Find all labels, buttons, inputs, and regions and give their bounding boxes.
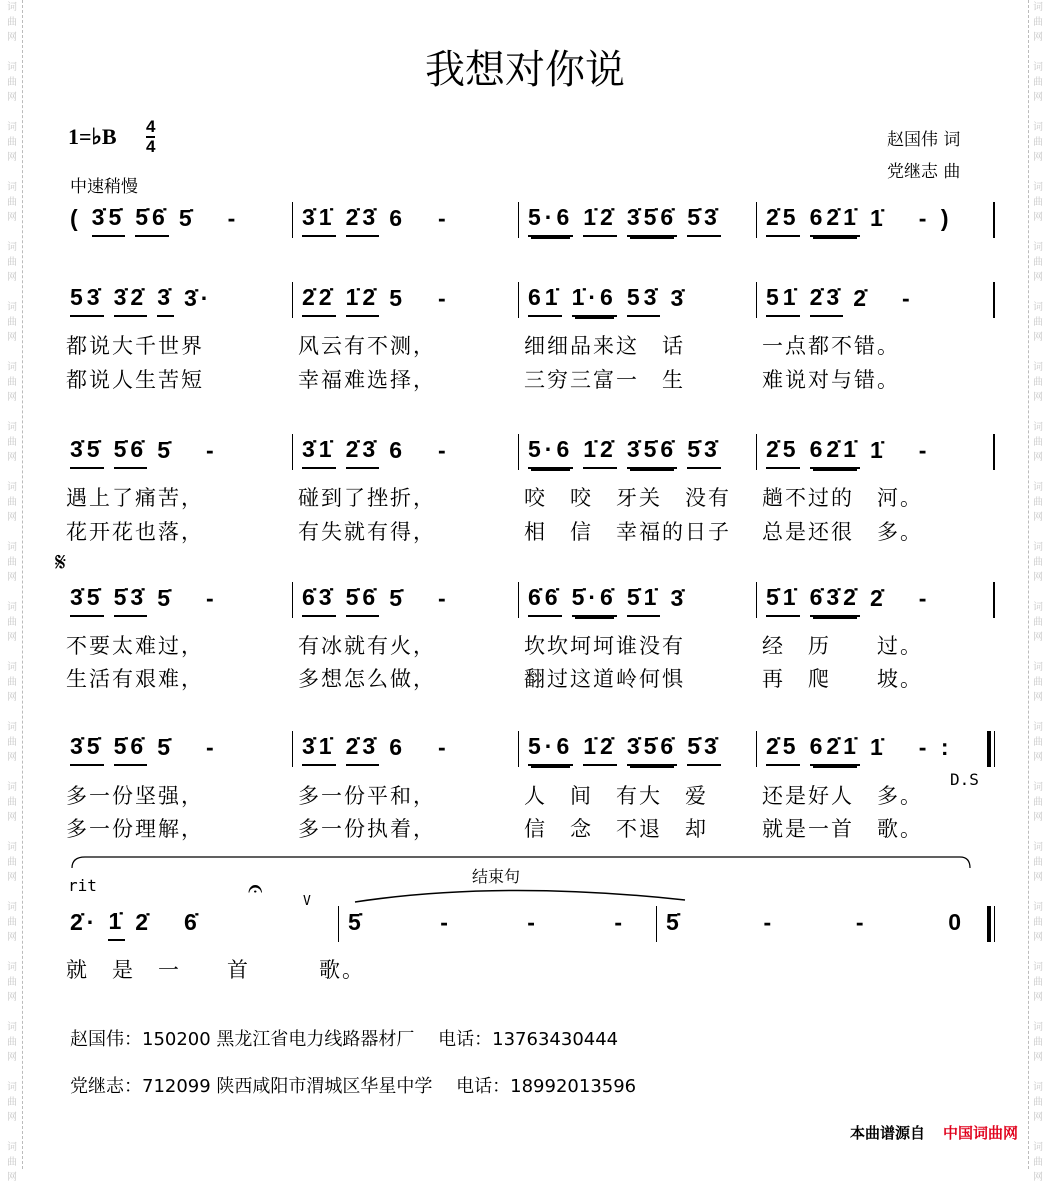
watermark-char: 词: [1033, 2, 1043, 13]
watermark-char: 词: [7, 722, 17, 733]
note-group: 2̇3̇: [346, 436, 380, 469]
note-group: 6̇3̇2̇: [810, 584, 860, 617]
note-group: 3̇5̇: [70, 584, 104, 617]
watermark-char: 词: [7, 782, 17, 793]
composer-credit: 党继志 曲: [887, 162, 961, 182]
lyric-segment: 信 念 不退 却: [524, 817, 708, 841]
note-group: -: [437, 204, 450, 231]
meter-bottom: 4: [146, 137, 156, 156]
note-group: -: [437, 584, 450, 611]
watermark-char: 网: [7, 872, 17, 883]
watermark-char: 词: [1033, 302, 1043, 313]
watermark-char: 曲: [1033, 497, 1043, 508]
watermark-char: 曲: [1033, 797, 1043, 808]
lyric-segment: 多一份坚强，: [66, 784, 204, 808]
watermark-char: 曲: [1033, 557, 1043, 568]
note-group: 3̇2̇: [114, 284, 148, 317]
fermata: 𝄐: [248, 874, 263, 904]
ds-marking: D.S: [950, 770, 979, 789]
note-group: 1̇2̇: [346, 284, 380, 317]
note-group: 6: [389, 204, 406, 231]
note-group: -: [437, 733, 450, 760]
lyric-segment: 趟不过的 河。: [762, 486, 923, 510]
lyric-segment: 花开花也落，: [66, 520, 204, 544]
watermark-char: 词: [7, 602, 17, 613]
watermark-char: 词: [1033, 422, 1043, 433]
note-group: 0: [948, 908, 965, 935]
note-group: 6̇6̇: [528, 584, 562, 617]
watermark-char: 网: [1033, 212, 1043, 223]
watermark-char: 曲: [1033, 1157, 1043, 1168]
note-group: 5̇: [348, 908, 365, 935]
tie-slur: [355, 890, 685, 902]
lyric-segment: 不要太难过，: [66, 634, 204, 658]
note-group: 3̇: [670, 284, 688, 311]
watermark-char: 词: [7, 242, 17, 253]
note-group: 2̇: [135, 908, 153, 935]
note-group: 1̇: [869, 204, 887, 231]
watermark-char: 网: [1033, 1172, 1043, 1183]
note-group: 5̇: [389, 584, 406, 611]
watermark-char: 词: [7, 902, 17, 913]
watermark-char: 网: [7, 452, 17, 463]
watermark-char: 网: [1033, 332, 1043, 343]
watermark-char: 网: [1033, 152, 1043, 163]
lyric-segment: 咬 咬 牙关 没有: [524, 486, 731, 510]
footer-line-lyricist: 赵国伟：150200 黑龙江省电力线路器材厂 电话：13763430444: [70, 1029, 619, 1050]
note-group: 3̇5̇6̇: [627, 204, 677, 237]
note-group: -: [527, 908, 539, 935]
note-group: 2̇5: [766, 436, 800, 469]
watermark-char: 词: [7, 662, 17, 673]
watermark-char: 网: [1033, 692, 1043, 703]
watermark-char: 词: [7, 302, 17, 313]
source-credit: [850, 1122, 1018, 1143]
watermark-char: 词: [1033, 1022, 1043, 1033]
breath-mark: V: [303, 894, 311, 909]
note-group: 5̇3̇: [114, 584, 148, 617]
note-group: 2̇: [853, 284, 870, 311]
note-group: -: [437, 436, 450, 463]
note-group: 2̇3̇: [346, 204, 380, 237]
watermark-char: 词: [1033, 482, 1043, 493]
source-site-link[interactable]: 中国词曲网: [942, 1124, 1018, 1142]
watermark-char: 曲: [1033, 437, 1043, 448]
lyric-segment: 经 历 过。: [762, 634, 923, 658]
watermark-char: 曲: [7, 317, 17, 328]
note-group: -: [205, 436, 218, 463]
watermark-char: 网: [7, 572, 17, 583]
note-group: 51̇: [766, 284, 800, 317]
watermark-char: 词: [7, 962, 17, 973]
watermark-char: 网: [7, 992, 17, 1003]
watermark-char: 曲: [7, 1037, 17, 1048]
song-title: 我想对你说: [425, 47, 625, 93]
note-group: -: [227, 204, 240, 231]
lyric-segment: 就是一首 歌。: [762, 817, 923, 841]
note-group: -: [855, 908, 868, 935]
lyricist-credit: 赵国伟 词: [887, 130, 961, 150]
watermark-char: 词: [1033, 362, 1043, 373]
watermark-char: 网: [7, 632, 17, 643]
note-group: 2̇3̇: [346, 733, 380, 766]
note-group: 1̇: [108, 908, 125, 941]
watermark-char: 网: [1033, 932, 1043, 943]
note-group: 1̇2̇: [583, 204, 617, 237]
lyric-segment: 坎坎坷坷谁没有: [524, 634, 685, 658]
watermark-char: 网: [7, 392, 17, 403]
lyric-segment: 再 爬 坡。: [762, 667, 923, 691]
note-group: 1̇2̇: [583, 733, 617, 766]
lyric-segment: 风云有不测，: [298, 334, 436, 358]
watermark-char: 网: [1033, 512, 1043, 523]
tempo-marking: 中速稍慢: [70, 177, 138, 197]
watermark-char: 曲: [1033, 77, 1043, 88]
watermark-char: 网: [1033, 392, 1043, 403]
lyric-segment: 多一份平和，: [298, 784, 436, 808]
note-group: -: [440, 908, 452, 935]
watermark-char: 网: [7, 932, 17, 943]
note-group: 1̇: [869, 436, 887, 463]
watermark-char: 网: [1033, 452, 1043, 463]
note-group: - :: [918, 733, 953, 760]
note-group: -: [437, 284, 450, 311]
note-group: 5̇: [157, 584, 174, 611]
watermark-char: 词: [1033, 602, 1043, 613]
note-group: -: [918, 436, 931, 463]
watermark-char: 曲: [1033, 617, 1043, 628]
note-group: 2̇5: [766, 733, 800, 766]
note-group: 6̇: [184, 908, 201, 935]
note-group: 5̇1̇: [627, 584, 661, 617]
lyric-segment: 总是还很 多。: [762, 520, 923, 544]
note-group: 3̇: [670, 584, 688, 611]
watermark-char: 曲: [7, 797, 17, 808]
watermark-char: 词: [1033, 902, 1043, 913]
watermark-char: 网: [7, 752, 17, 763]
lyric-segment: 碰到了挫折，: [298, 486, 436, 510]
lyric-segment: 都说大千世界: [66, 334, 204, 358]
note-group: -: [205, 584, 218, 611]
watermark-char: 网: [7, 692, 17, 703]
note-group: 62̇1̇: [810, 436, 860, 469]
note-group: 5̇: [157, 436, 174, 463]
lyric-segment: 多想怎么做，: [298, 667, 436, 691]
note-group: 5·6: [528, 733, 573, 766]
note-group: -: [763, 908, 776, 935]
watermark-char: 网: [7, 272, 17, 283]
watermark-char: 词: [7, 122, 17, 133]
watermark-char: 词: [1033, 542, 1043, 553]
watermark-char: 词: [7, 1082, 17, 1093]
watermark-char: 曲: [7, 377, 17, 388]
watermark-char: 曲: [1033, 257, 1043, 268]
watermark-char: 网: [1033, 1112, 1043, 1123]
note-group: 3̇5̇6̇: [627, 733, 677, 766]
watermark-char: 曲: [1033, 377, 1043, 388]
note-group: 5·6: [528, 204, 573, 237]
note-group: 3̇5̇: [70, 733, 104, 766]
note-group: 6: [389, 436, 406, 463]
note-group: 1̇·6: [572, 284, 617, 317]
watermark-char: 词: [7, 2, 17, 13]
lyric-segment: 多一份执着，: [298, 817, 436, 841]
watermark-char: 词: [1033, 962, 1043, 973]
note-group: 5̇: [666, 908, 683, 935]
lyric-segment: 生活有艰难，: [66, 667, 204, 691]
watermark-char: 词: [7, 542, 17, 553]
note-group: 62̇1̇: [810, 733, 860, 766]
note-group: 5̇6̇: [346, 584, 380, 617]
watermark-char: 曲: [1033, 17, 1043, 28]
lyric-segment: 有失就有得，: [298, 520, 436, 544]
note-group: 5̇1̇: [766, 584, 800, 617]
note-group: 53̇: [70, 284, 104, 317]
lyric-segment: 一点都不错。: [762, 334, 900, 358]
note-group: (: [70, 204, 82, 231]
watermark-char: 曲: [7, 137, 17, 148]
watermark-char: 词: [1033, 722, 1043, 733]
watermark-char: 曲: [7, 977, 17, 988]
watermark-char: 网: [7, 1172, 17, 1183]
note-group: -: [901, 284, 914, 311]
note-group: 2̇: [869, 584, 887, 611]
watermark-char: 网: [1033, 272, 1043, 283]
note-group: 2̇2̇: [302, 284, 336, 317]
note-group: 61̇: [528, 284, 562, 317]
note-group: 5̇·6̇: [572, 584, 617, 617]
watermark-char: 曲: [7, 77, 17, 88]
watermark-char: 曲: [1033, 917, 1043, 928]
watermark-char: 曲: [7, 737, 17, 748]
footer-line-composer: 党继志：712099 陕西咸阳市渭城区华星中学 电话：18992013596: [70, 1076, 637, 1097]
note-group: 5̇3̇: [687, 733, 721, 766]
note-group: 3̇1̇: [302, 733, 336, 766]
watermark-char: 词: [7, 1142, 17, 1153]
meter-top: 4: [146, 117, 156, 136]
watermark-char: 网: [1033, 812, 1043, 823]
note-group: 6: [389, 733, 406, 760]
watermark-char: 曲: [1033, 737, 1043, 748]
watermark-char: 曲: [7, 257, 17, 268]
note-group: 5̇6̇: [135, 204, 169, 237]
note-group: 5·6: [528, 436, 573, 469]
watermark-char: 词: [7, 182, 17, 193]
note-group: 3̇5̇6̇: [627, 436, 677, 469]
lyric-segment: 难说对与错。: [762, 368, 900, 392]
watermark-char: 曲: [1033, 1037, 1043, 1048]
watermark-char: 网: [7, 812, 17, 823]
note-group: 3̇1̇: [302, 204, 336, 237]
note-group: 2̇·: [70, 908, 99, 935]
watermark-char: 曲: [1033, 197, 1043, 208]
watermark-char: 网: [7, 332, 17, 343]
watermark-char: 曲: [7, 1097, 17, 1108]
watermark-char: 网: [1033, 872, 1043, 883]
note-group: 1̇2̇: [583, 436, 617, 469]
lyric-segment: 就 是 一 首 歌。: [66, 958, 365, 982]
source-label: 本曲谱源自: [849, 1124, 925, 1142]
watermark-char: 网: [7, 1112, 17, 1123]
watermark-char: 词: [7, 842, 17, 853]
lyric-segment: 相 信 幸福的日子: [524, 520, 731, 544]
note-group: 5: [389, 284, 406, 311]
watermark-char: 曲: [1033, 317, 1043, 328]
watermark-char: 曲: [7, 677, 17, 688]
lyric-segment: 幸福难选择，: [298, 368, 436, 392]
watermark-char: 词: [7, 482, 17, 493]
note-group: 6̇3̇: [302, 584, 336, 617]
note-group: 3̇1̇: [302, 436, 336, 469]
segno-sign: 𝄋: [55, 548, 67, 578]
note-group: 5̇: [157, 733, 174, 760]
watermark-char: 网: [7, 212, 17, 223]
watermark-char: 网: [1033, 1052, 1043, 1063]
watermark-char: 曲: [7, 617, 17, 628]
watermark-char: 网: [1033, 752, 1043, 763]
note-group: 2̇5: [766, 204, 800, 237]
watermark-char: 词: [1033, 782, 1043, 793]
note-group: 3̇·: [183, 284, 213, 311]
watermark-char: 网: [1033, 572, 1043, 583]
watermark-char: 词: [1033, 182, 1043, 193]
watermark-char: 词: [1033, 1142, 1043, 1153]
watermark-char: 词: [1033, 1082, 1043, 1093]
ending-label: 结束句: [472, 867, 521, 886]
watermark-char: 网: [1033, 632, 1043, 643]
lyric-segment: 翻过这道岭何惧: [524, 667, 685, 691]
watermark-char: 词: [1033, 662, 1043, 673]
note-group: 3̇5̇: [70, 436, 104, 469]
key-signature: 1=♭B: [68, 124, 117, 149]
watermark-char: 曲: [7, 557, 17, 568]
lyric-segment: 有冰就有火，: [298, 634, 436, 658]
lyric-segment: 多一份理解，: [66, 817, 204, 841]
watermark-char: 曲: [1033, 137, 1043, 148]
watermark-char: 词: [1033, 122, 1043, 133]
note-group: 5̇3̇: [687, 436, 721, 469]
note-group: 5̇6̇: [114, 733, 148, 766]
watermark-char: 曲: [1033, 677, 1043, 688]
watermark-char: 网: [1033, 92, 1043, 103]
lyric-segment: 都说人生苦短: [66, 368, 204, 392]
lyric-segment: 三穷三富一 生: [524, 368, 685, 392]
watermark-char: 网: [7, 32, 17, 43]
lyric-segment: 细细品来这 话: [524, 334, 685, 358]
watermark-char: 网: [7, 152, 17, 163]
watermark-char: 网: [7, 512, 17, 523]
note-group: - ): [918, 204, 953, 231]
watermark-char: 网: [1033, 32, 1043, 43]
note-group: 53̇: [627, 284, 661, 317]
watermark-char: 词: [7, 422, 17, 433]
lyric-segment: 遇上了痛苦，: [66, 486, 204, 510]
watermark-char: 曲: [7, 497, 17, 508]
watermark-char: 词: [1033, 842, 1043, 853]
note-group: 5̇3̇: [687, 204, 721, 237]
note-group: 5̇6̇: [114, 436, 148, 469]
lyric-segment: 还是好人 多。: [762, 784, 923, 808]
note-group: -: [205, 733, 218, 760]
note-group: -: [918, 584, 931, 611]
lyric-segment: 人 间 有大 爱: [524, 784, 708, 808]
ending-bracket: [72, 857, 970, 868]
watermark-char: 曲: [1033, 857, 1043, 868]
watermark-char: 词: [1033, 242, 1043, 253]
watermark-char: 曲: [7, 857, 17, 868]
watermark-char: 曲: [7, 197, 17, 208]
watermark-char: 曲: [1033, 977, 1043, 988]
rit-marking: rit: [68, 876, 97, 895]
watermark-char: 曲: [7, 1157, 17, 1168]
watermark-char: 词: [1033, 62, 1043, 73]
watermark-char: 曲: [7, 17, 17, 28]
note-group: 1̇: [869, 733, 887, 760]
watermark-char: 网: [7, 1052, 17, 1063]
watermark-char: 词: [7, 62, 17, 73]
note-group: 2̇3̇: [810, 284, 844, 317]
watermark-char: 词: [7, 362, 17, 373]
watermark-char: 曲: [7, 917, 17, 928]
note-group: 3̇: [157, 284, 174, 317]
note-group: 62̇1̇: [810, 204, 860, 237]
watermark-char: 网: [7, 92, 17, 103]
watermark-char: 曲: [7, 437, 17, 448]
watermark-char: 网: [1033, 992, 1043, 1003]
note-group: 3̇5̇: [92, 204, 126, 237]
note-group: -: [614, 908, 626, 935]
watermark-char: 词: [7, 1022, 17, 1033]
watermark-char: 曲: [1033, 1097, 1043, 1108]
note-group: 5̇: [178, 204, 196, 231]
